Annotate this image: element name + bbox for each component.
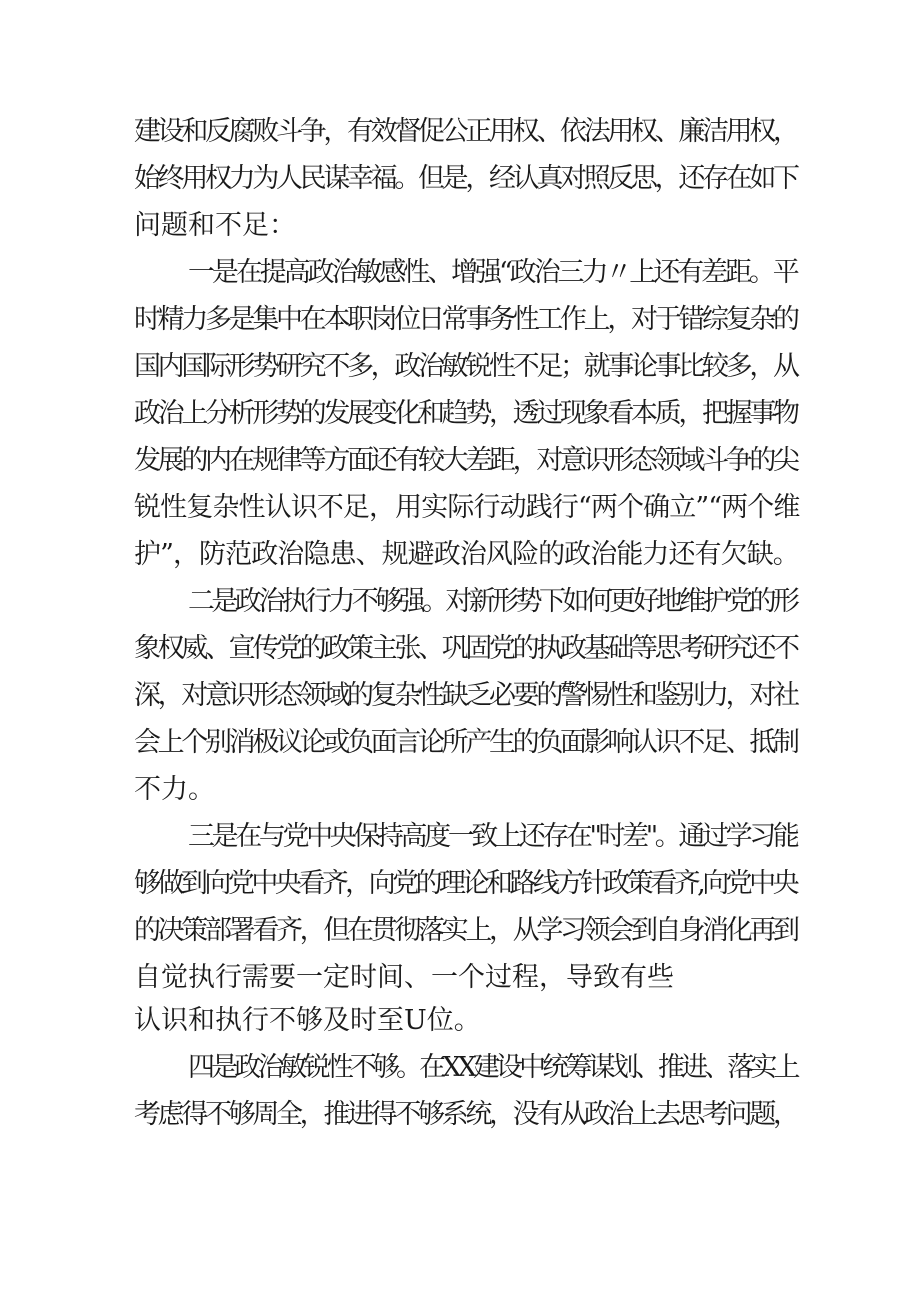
text-line-8: 发展的内在规律等方面还有较大差距，对意识形态领域斗争的尖 <box>134 445 797 476</box>
text-line-21: 四是政治敏锐性不够。在XX建设中统筹谋划、推进、落实上 <box>188 1052 797 1083</box>
text-line-19: 自觉执行需要一定时间、一个过程，导致有些 <box>134 962 674 993</box>
text-line-13: 深，对意识形态领域的复杂性缺乏必要的警惕性和鉴别力，对社 <box>134 680 797 711</box>
text-line-7: 政治上分析形势的发展变化和趋势，透过现象看本质，把握事物 <box>134 398 797 429</box>
text-line-9: 锐性复杂性认识不足，用实际行动践行“两个确立”“两个维 <box>134 492 800 523</box>
text-line-1: 建设和反腐败斗争，有效督促公正用权、依法用权、廉洁用权， <box>134 116 797 147</box>
text-line-20: 认识和执行不够及时至U位。 <box>134 1005 481 1036</box>
text-line-17: 够做到向党中央看齐，向党的理论和路线方针政策看齐,向党中央 <box>134 868 797 899</box>
text-line-5: 时精力多是集中在本职岗位日常事务性工作上，对于错综复杂的 <box>134 304 797 335</box>
text-line-15: 不力。 <box>134 774 215 805</box>
text-line-3: 问题和不足： <box>134 210 296 241</box>
text-line-11: 二是政治执行力不够强。对新形势下如何更好地维护党的形 <box>188 586 797 617</box>
text-line-18: 的决策部署看齐，但在贯彻落实上，从学习领会到自身消化再到 <box>134 915 797 946</box>
text-line-10: 护”，防范政治隐患、规避政治风险的政治能力还有欠缺。 <box>134 539 799 570</box>
text-line-6: 国内国际形势研究不多，政治敏锐性不足；就事论事比较多，从 <box>134 351 797 382</box>
text-line-22: 考虑得不够周全，推进得不够系统，没有从政治上去思考问题， <box>134 1099 797 1130</box>
text-line-12: 象权威、宣传党的政策主张、巩固党的执政基础等思考研究还不 <box>134 633 797 664</box>
text-line-2: 始终用权力为人民谋幸福。但是，经认真对照反思，还存在如下 <box>134 163 797 194</box>
text-line-14: 会上个别消极议论或负面言论所产生的负面影响认识不足、抵制 <box>134 727 797 758</box>
text-line-16: 三是在与党中央保持高度一致上还存在"时差"。通过学习能 <box>188 821 797 852</box>
text-line-4: 一是在提高政治敏感性、增强“政治三力〃上还有差距。平 <box>188 257 797 288</box>
